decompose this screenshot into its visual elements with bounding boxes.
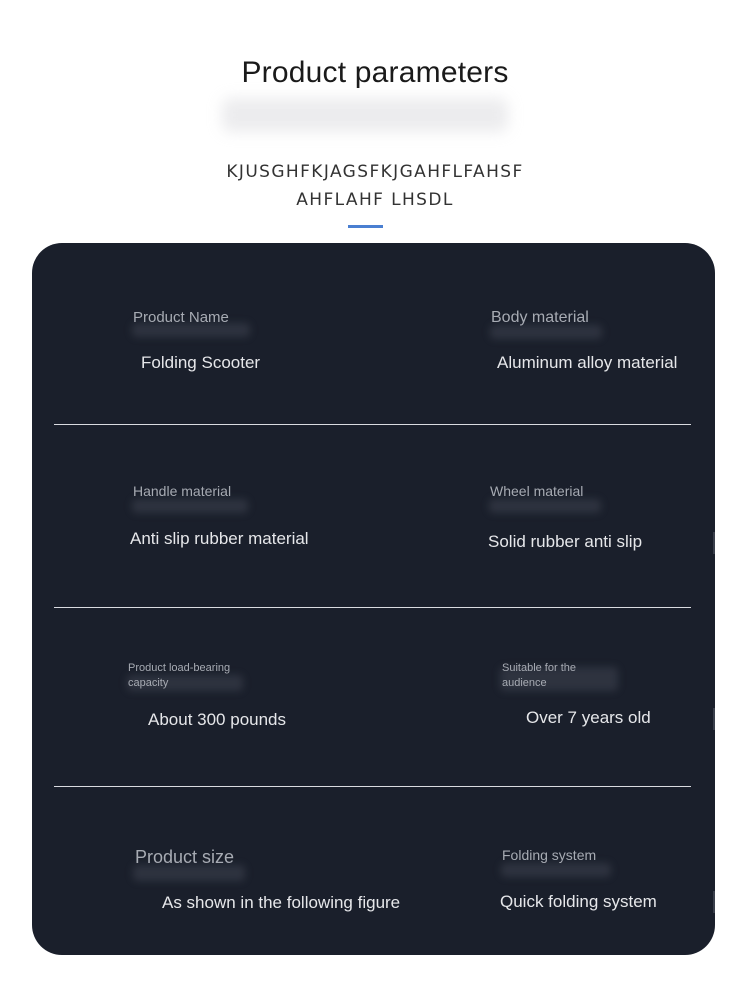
label-reflection — [132, 499, 248, 513]
param-label-load-capacity: Product load-bearing capacity — [128, 662, 231, 689]
param-value-product-size: As shown in the following figure — [162, 893, 401, 912]
label-reflection — [501, 863, 611, 877]
label-reflection — [489, 499, 601, 513]
edge-mark — [713, 708, 715, 730]
param-value-wheel-material: Solid rubber anti slip — [488, 532, 643, 551]
title-reflection — [222, 98, 508, 132]
param-label-folding-system: Folding system — [502, 847, 597, 863]
param-label-wheel-material: Wheel material — [490, 483, 584, 499]
param-value-product-name: Folding Scooter — [141, 353, 261, 372]
param-value-audience: Over 7 years old — [526, 708, 651, 727]
row-divider — [54, 607, 691, 608]
subtitle-line-2: AHFLAHF LHSDL — [296, 190, 454, 210]
row-divider — [54, 786, 691, 787]
param-value-body-material: Aluminum alloy material — [497, 353, 678, 372]
subtitle-line-1: KJUSGHFKJAGSFKJGAHFLFAHSF — [226, 162, 524, 182]
parameters-panel — [32, 243, 715, 955]
subtitle — [0, 158, 750, 214]
param-label-body-material: Body material — [491, 309, 589, 326]
accent-divider — [348, 225, 383, 228]
page-title: Product parameters — [241, 56, 509, 89]
param-value-load-capacity: About 300 pounds — [148, 710, 287, 729]
row-divider — [54, 424, 691, 425]
param-value-handle-material: Anti slip rubber material — [130, 529, 309, 548]
param-value-folding-system: Quick folding system — [500, 892, 657, 911]
label-reflection — [490, 325, 602, 339]
param-label-handle-material: Handle material — [133, 483, 232, 499]
param-label-product-size: Product size — [135, 847, 235, 867]
param-label-product-name: Product Name — [133, 309, 229, 326]
edge-mark — [713, 532, 715, 554]
edge-mark — [713, 891, 715, 913]
param-label-audience: Suitable for the audience — [502, 662, 576, 689]
